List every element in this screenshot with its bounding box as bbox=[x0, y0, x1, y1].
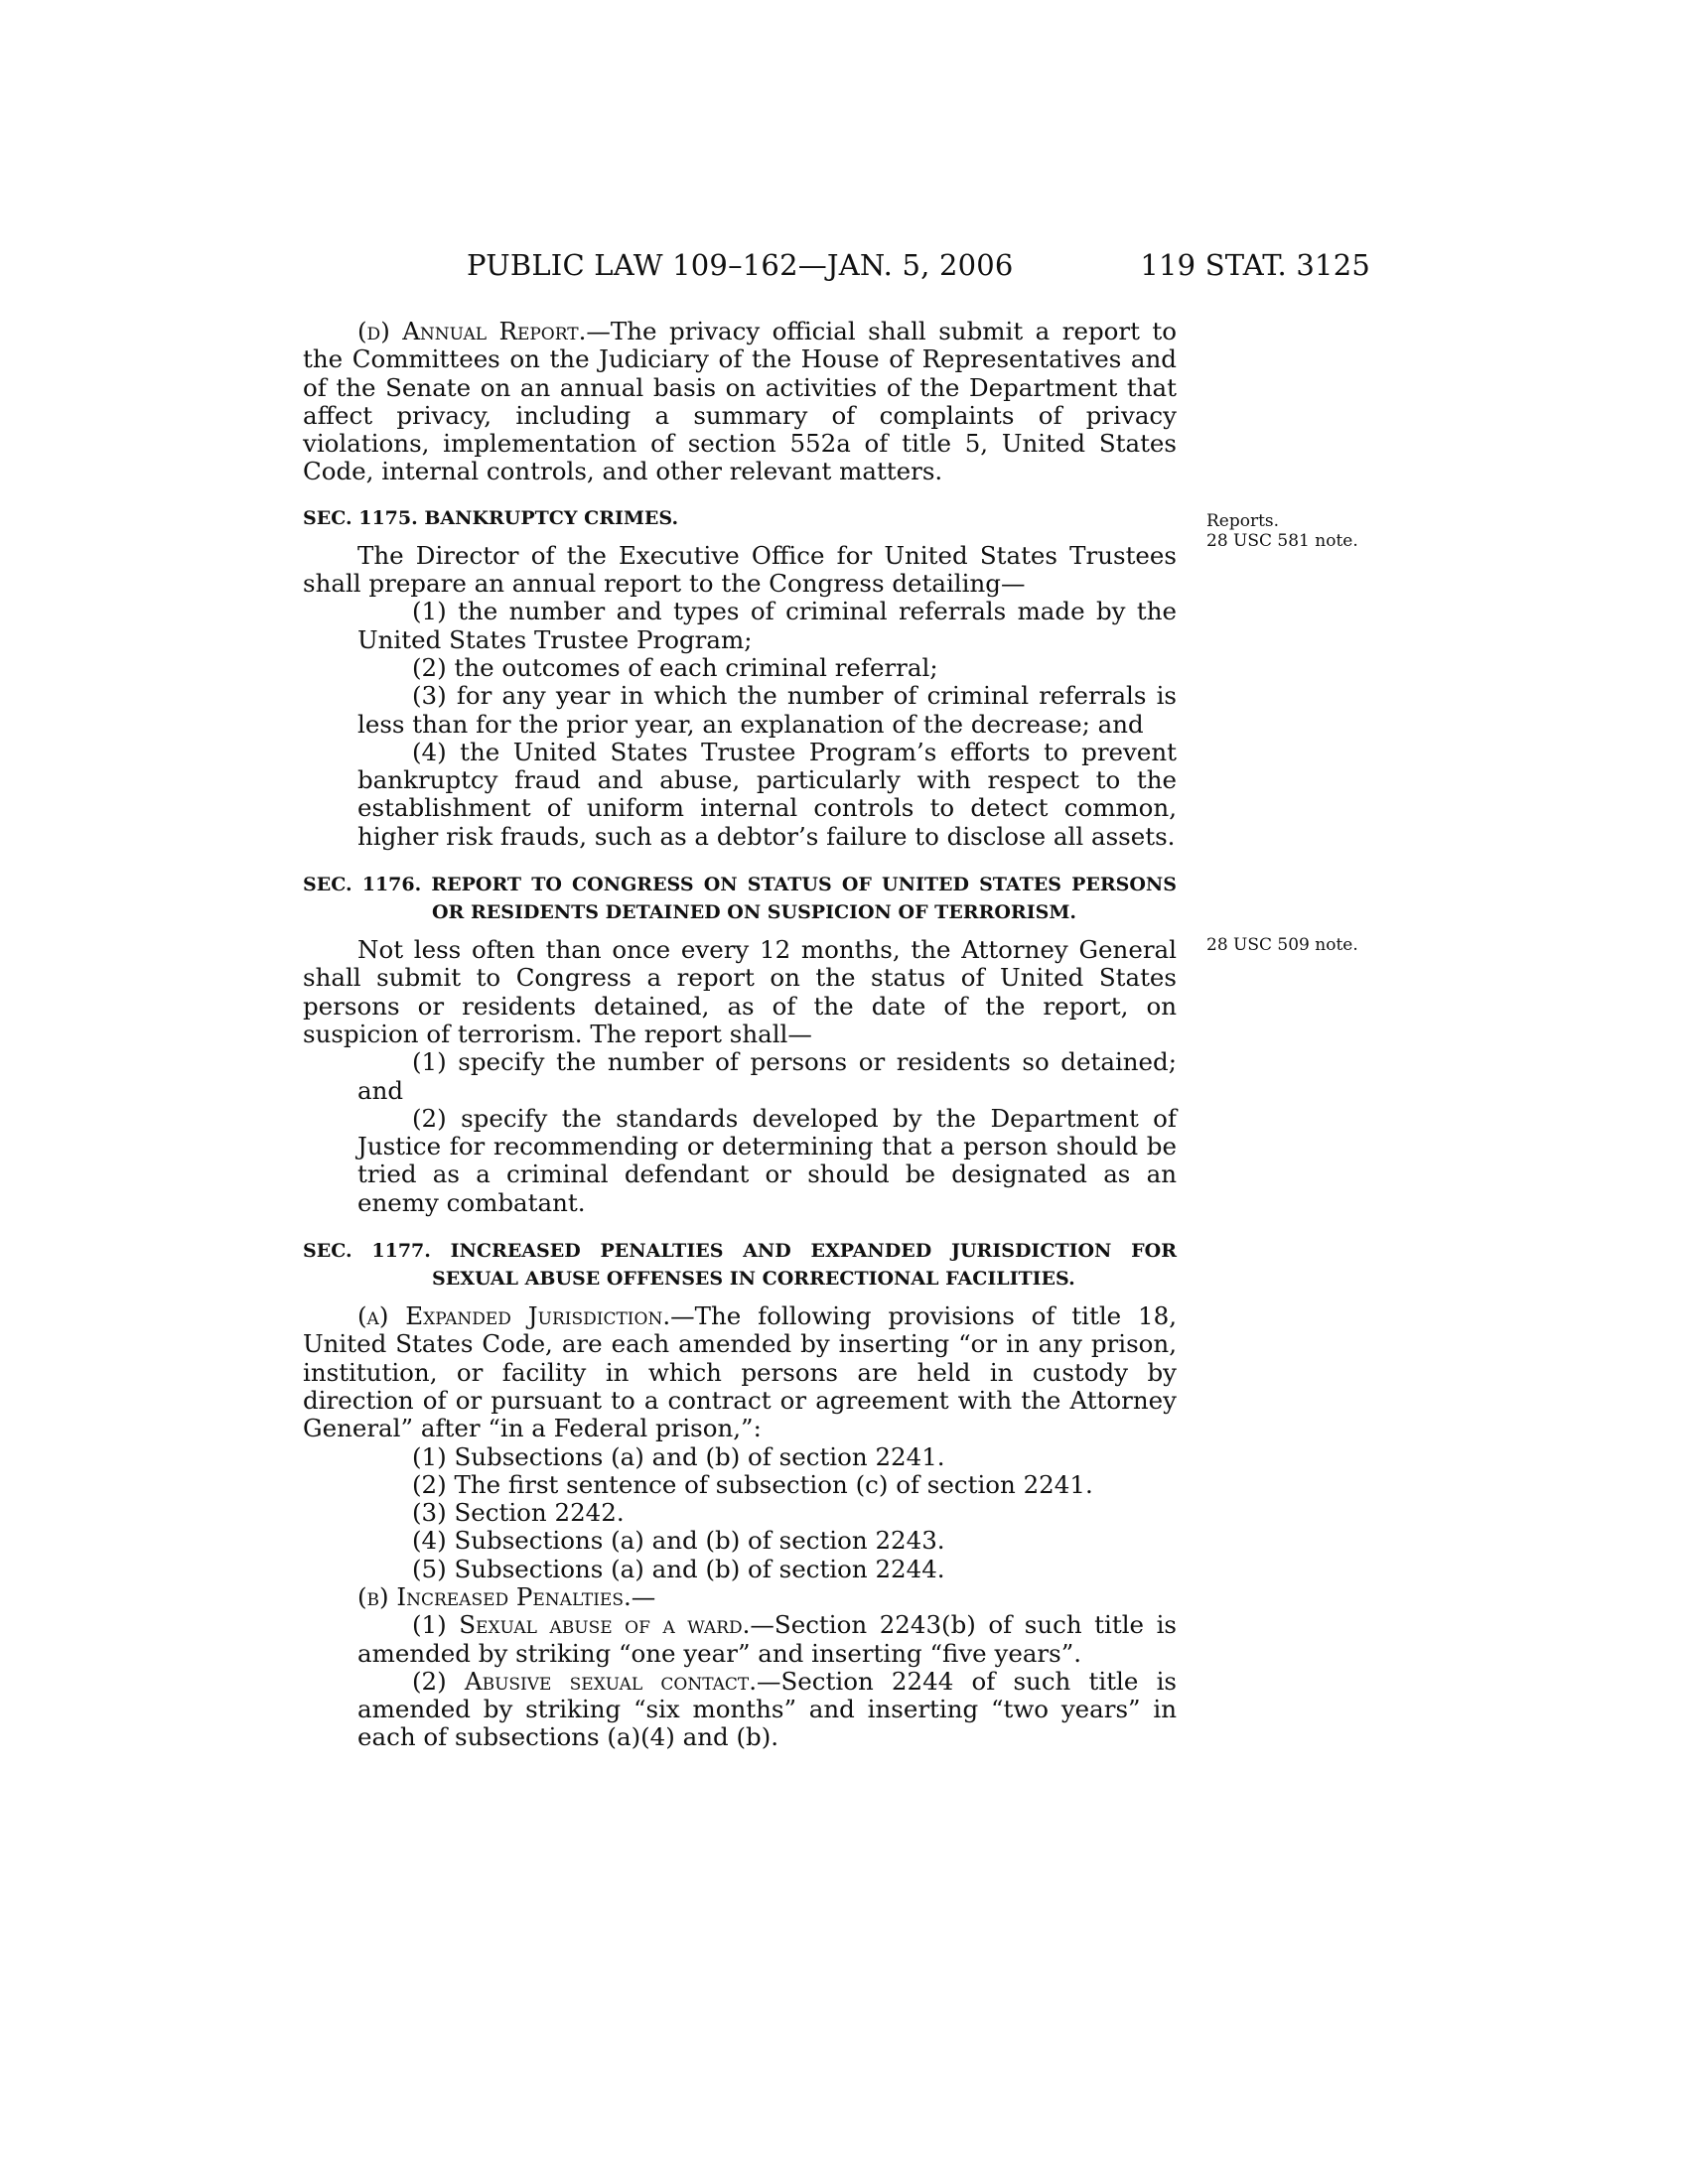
sec-1177-b2-text: —Section 2244 of such title is amended by striking “six months” and inserting “two years” in each of subsections (a)(4) and (b). bbox=[357, 1666, 1177, 1752]
annual-report-text: —The privacy official shall submit a report to the Committees on the Judiciary of the House of Representatives and of the Senate on an annual basis on activities of the Department that affect privacy, including a summary of complaints of privacy violations, implementation of section 552a of title 5, United States Code, internal controls, and other relevant matters. bbox=[303, 317, 1178, 486]
margin-note-reports: Reports. bbox=[1206, 511, 1280, 531]
sec-1177-b-item-2 bbox=[303, 1668, 1177, 1752]
sec-1175-heading: SEC. 1175. BANKRUPTCY CRIMES. bbox=[303, 506, 679, 529]
sec-1175-item: (1) the number and types of criminal referrals made by the United States Trustee Program; bbox=[357, 597, 1177, 654]
sec-1177-a-item: (2) The first sentence of subsection (c) of section 2241. bbox=[412, 1469, 1093, 1499]
sec-1175-intro: The Director of the Executive Office for United States Trustees shall prepare an annual report to the Congress detailing— bbox=[303, 540, 1177, 599]
sec-1177-b1-label: (1) Sexual abuse of a ward. bbox=[412, 1610, 751, 1640]
sec-1175-item: (3) for any year in which the number of criminal referrals is less than for the prior year, an explanation of the decrease; and bbox=[357, 681, 1177, 739]
annual-report-label: (d) Annual Report. bbox=[357, 317, 587, 345]
sec-1177-a-item: (1) Subsections (a) and (b) of section 2241. bbox=[412, 1441, 945, 1471]
sec-1177-a-item: (4) Subsections (a) and (b) of section 2243. bbox=[412, 1526, 945, 1556]
annual-report-paragraph bbox=[303, 318, 1177, 486]
margin-note-28-usc-581: 28 USC 581 note. bbox=[1206, 531, 1358, 551]
running-header bbox=[467, 248, 1370, 288]
sec-1177-subsection-a bbox=[303, 1302, 1177, 1442]
sec-1177-a-text: —The following provisions of title 18, United States Code, are each amended by inserting “or in any prison, institution, or facility in which persons are held in custody by direction of or pursuant to a contract or agreement with the Attorney General” after “in a Federal prison,”: bbox=[303, 1301, 1177, 1443]
sec-1177-a-item: (5) Subsections (a) and (b) of section 2244. bbox=[412, 1554, 945, 1583]
sec-1176-intro: Not less often than once every 12 months, the Attorney General shall submit to Congress a report on the status of United States persons or residents detained, as of the date of the report, on suspicion of terrorism. The report shall— bbox=[303, 935, 1177, 1048]
sec-1177-b-dash: — bbox=[631, 1581, 656, 1611]
sec-1176-item: (1) specify the number of persons or residents so detained; and bbox=[357, 1047, 1177, 1105]
sec-1177-b1-text: —Section 2243(b) of such title is amended by striking “one year” and inserting “five years”. bbox=[357, 1610, 1177, 1668]
sec-1176-item: (2) specify the standards developed by the Department of Justice for recommending or determining that a person should be tried as a criminal defendant or should be designated as an enemy combatant. bbox=[357, 1103, 1177, 1217]
margin-note-28-usc-509: 28 USC 509 note. bbox=[1206, 935, 1358, 955]
sec-1177-b-item-1 bbox=[303, 1611, 1177, 1668]
sec-1177-a-label: (a) Expanded Jurisdiction. bbox=[357, 1301, 671, 1331]
main-text-column bbox=[303, 318, 1177, 1752]
header-title: PUBLIC LAW 109–162—JAN. 5, 2006 bbox=[467, 248, 1014, 282]
sec-1177-subsection-b bbox=[303, 1583, 1177, 1611]
sec-1177-heading: SEC. 1177. INCREASED PENALTIES AND EXPANDED JURISDICTION FOR SEXUAL ABUSE OFFENSES IN CORRECTIONAL FACILITIES. bbox=[303, 1240, 1177, 1291]
sec-1175-item: (2) the outcomes of each criminal referral; bbox=[412, 652, 938, 682]
sec-1176-heading: SEC. 1176. REPORT TO CONGRESS ON STATUS OF UNITED STATES PERSONS OR RESIDENTS DETAINED ON SUSPICION OF TERRORISM. bbox=[303, 874, 1177, 924]
sec-1175-item: (4) the United States Trustee Program’s efforts to prevent bankruptcy fraud and abuse, particularly with respect to the establishment of uniform internal controls to detect common, higher risk frauds, such as a debtor’s failure to disclose all assets. bbox=[357, 737, 1177, 851]
header-stat-page: 119 STAT. 3125 bbox=[1140, 248, 1370, 282]
sec-1177-b-label: (b) Increased Penalties. bbox=[357, 1581, 632, 1611]
sec-1177-b2-label: (2) Abusive sexual contact. bbox=[412, 1666, 758, 1696]
sec-1177-a-item: (3) Section 2242. bbox=[412, 1498, 625, 1528]
